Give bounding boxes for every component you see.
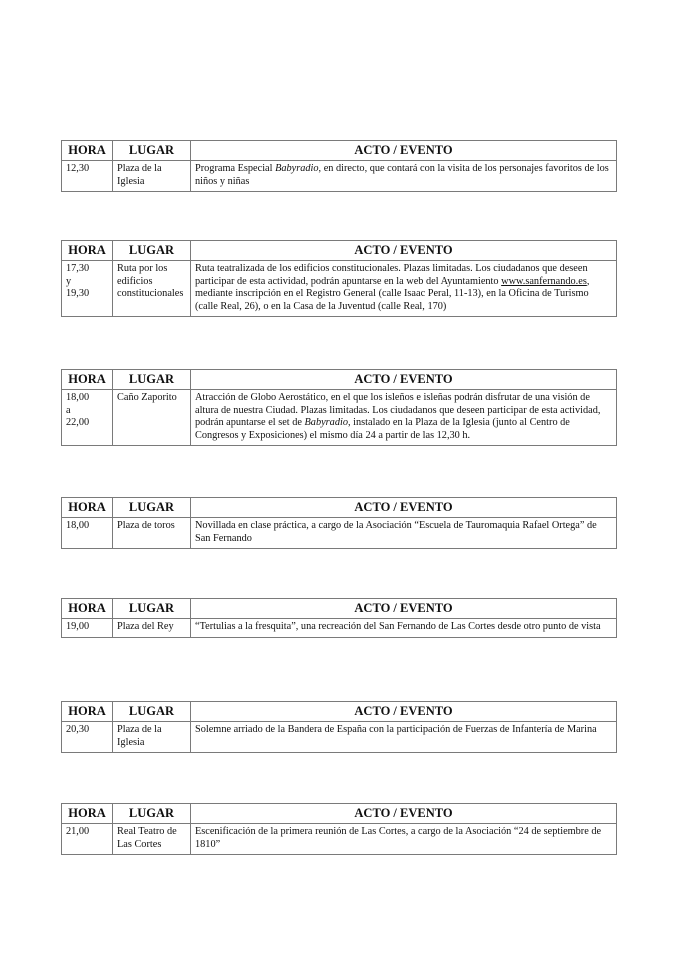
acto-header: ACTO / EVENTO xyxy=(191,241,617,261)
lugar-header: LUGAR xyxy=(113,804,191,824)
event-table-7 xyxy=(61,803,617,855)
header-row xyxy=(62,241,617,261)
event-description xyxy=(191,390,617,446)
event-place: Caño Zaporito xyxy=(113,390,191,446)
header-row xyxy=(62,498,617,518)
event-time: 20,30 xyxy=(62,722,113,753)
event-description: Escenificación de la primera reunión de Las Cortes, a cargo de la Asociación “24 de septiembre de 1810” xyxy=(191,824,617,855)
description-text: , mediante inscripción en el Registro General (calle Isaac Peral, 11-13), en la Oficina de Turismo (calle Real, 26), o en la Casa de la Juventud (calle Real, 170) xyxy=(195,275,590,312)
description-italic: Babyradio xyxy=(275,163,319,174)
description-text: Ruta teatralizada de los edificios constitucionales. Plazas limitadas. Los ciudadanos que deseen participar de esta actividad, podrán apuntarse en la web del Ayuntamiento xyxy=(195,263,588,287)
event-table-1 xyxy=(61,140,617,192)
event-description: “Tertulias a la fresquita”, una recreación del San Fernando de Las Cortes desde otro punto de vista xyxy=(191,619,617,638)
event-row xyxy=(62,161,617,192)
event-time: 18,00 xyxy=(62,518,113,549)
event-table-5 xyxy=(61,598,617,638)
lugar-header: LUGAR xyxy=(113,370,191,390)
event-row xyxy=(62,261,617,317)
event-row xyxy=(62,518,617,549)
acto-header: ACTO / EVENTO xyxy=(191,370,617,390)
hora-header: HORA xyxy=(62,702,113,722)
hora-header: HORA xyxy=(62,141,113,161)
acto-header: ACTO / EVENTO xyxy=(191,804,617,824)
event-time: 12,30 xyxy=(62,161,113,192)
event-table-2 xyxy=(61,240,617,317)
header-row xyxy=(62,141,617,161)
hora-header: HORA xyxy=(62,599,113,619)
acto-header: ACTO / EVENTO xyxy=(191,599,617,619)
description-text: , en directo, que contará con la visita de los personajes favoritos de los niños y niñas xyxy=(195,163,609,187)
event-table-3 xyxy=(61,369,617,446)
hora-header: HORA xyxy=(62,804,113,824)
hora-header: HORA xyxy=(62,370,113,390)
header-row xyxy=(62,370,617,390)
header-row xyxy=(62,599,617,619)
event-row xyxy=(62,722,617,753)
header-row xyxy=(62,804,617,824)
event-description: Novillada en clase práctica, a cargo de la Asociación “Escuela de Tauromaquia Rafael Ortega” de San Fernando xyxy=(191,518,617,549)
description-italic: Babyradio xyxy=(304,417,348,428)
event-row xyxy=(62,824,617,855)
event-time: 21,00 xyxy=(62,824,113,855)
event-row xyxy=(62,390,617,446)
lugar-header: LUGAR xyxy=(113,241,191,261)
description-text: Atracción de Globo Aerostático, en el que los isleños e isleñas podrán disfrutar de una visión de altura de nuestra Ciudad. Plazas limitadas. Los ciudadanos que deseen participar de esta actividad, podrán apuntarse el set de xyxy=(195,392,601,428)
event-table-6 xyxy=(61,701,617,753)
event-place: Plaza de la Iglesia xyxy=(113,161,191,192)
event-description: Solemne arriado de la Bandera de España con la participación de Fuerzas de Infantería de Marina xyxy=(191,722,617,753)
acto-header: ACTO / EVENTO xyxy=(191,702,617,722)
event-place: Real Teatro de Las Cortes xyxy=(113,824,191,855)
acto-header: ACTO / EVENTO xyxy=(191,498,617,518)
website-link[interactable]: www.sanfernando.es xyxy=(501,275,587,287)
header-row xyxy=(62,702,617,722)
event-time: 18,00 a 22,00 xyxy=(62,390,113,446)
lugar-header: LUGAR xyxy=(113,702,191,722)
lugar-header: LUGAR xyxy=(113,141,191,161)
event-place: Plaza de la Iglesia xyxy=(113,722,191,753)
event-time: 19,00 xyxy=(62,619,113,638)
hora-header: HORA xyxy=(62,498,113,518)
event-description xyxy=(191,161,617,192)
description-text: Programa Especial xyxy=(195,163,276,174)
lugar-header: LUGAR xyxy=(113,498,191,518)
event-place: Plaza de toros xyxy=(113,518,191,549)
event-place: Plaza del Rey xyxy=(113,619,191,638)
acto-header: ACTO / EVENTO xyxy=(191,141,617,161)
event-description xyxy=(191,261,617,317)
event-row xyxy=(62,619,617,638)
event-place: Ruta por los edificios constitucionales xyxy=(113,261,191,317)
event-table-4 xyxy=(61,497,617,549)
description-text: , instalado en la Plaza de la Iglesia (junto al Centro de Congresos y Exposiciones) el mismo día 24 a partir de las 12,30 h. xyxy=(195,417,570,441)
lugar-header: LUGAR xyxy=(113,599,191,619)
event-time: 17,30 y 19,30 xyxy=(62,261,113,317)
hora-header: HORA xyxy=(62,241,113,261)
